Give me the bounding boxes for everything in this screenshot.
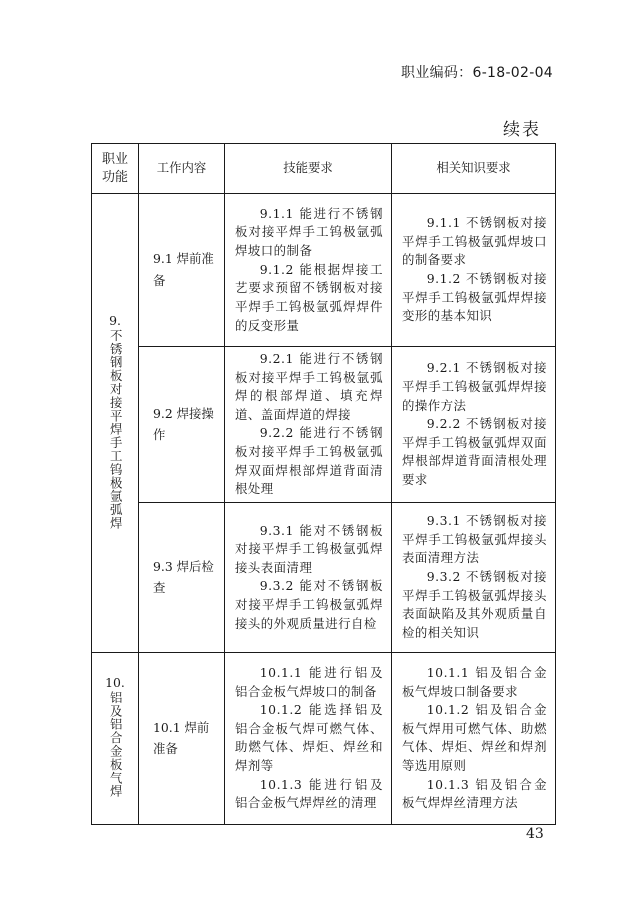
function-cell [92, 194, 139, 653]
knowledge-item: 9.2.2 不锈钢板对接平焊手工钨极氩弧焊双面焊根部焊道背面清根处理要求 [402, 416, 547, 487]
knowledge-cell [392, 194, 556, 347]
skills-cell [225, 502, 392, 652]
col-header-function: 职业 功能 [92, 144, 139, 194]
table-row [92, 347, 556, 503]
skill-item: 9.3.1 能对不锈钢板对接平焊手工钨极氩弧焊接头表面清理 [235, 522, 383, 575]
table-row [92, 194, 556, 347]
col-header-knowledge: 相关知识要求 [392, 144, 556, 194]
function-title: 不锈钢板对接平焊手工钨极氩弧焊 [108, 328, 124, 530]
work-content-cell: 9.2 焊接操作 [139, 347, 225, 503]
function-number: 10. [105, 675, 125, 691]
function-cell [92, 652, 139, 824]
occupation-code: 职业编码：6-18-02-04 [400, 65, 553, 81]
knowledge-cell [392, 502, 556, 652]
knowledge-item: 10.1.1 铝及铝合金板气焊坡口制备要求 [402, 664, 547, 699]
page-number: 43 [526, 826, 544, 842]
knowledge-item: 9.1.2 不锈钢板对接平焊手工钨极氩弧焊焊接变形的基本知识 [402, 271, 547, 324]
skills-cell [225, 194, 392, 347]
skills-cell [225, 652, 392, 824]
knowledge-item: 9.3.2 不锈钢板对接平焊手工钨极氩弧焊接头表面缺陷及其外观质量自检的相关知识 [402, 569, 547, 640]
col-header-skills: 技能要求 [225, 144, 392, 194]
function-number: 9. [109, 312, 121, 328]
skill-item: 9.1.2 能根据焊接工艺要求预留不锈钢板对接平焊手工钨极氩弧焊焊件的反变形量 [235, 261, 383, 333]
work-content-cell: 9.3 焊后检查 [139, 502, 225, 652]
knowledge-item: 9.1.1 不锈钢板对接平焊手工钨极氩弧焊坡口的制备要求 [402, 215, 547, 268]
skill-item: 10.1.1 能进行铝及铝合金板气焊坡口的制备 [235, 664, 383, 699]
skills-cell [225, 347, 392, 503]
function-title: 铝及铝合金板气焊 [108, 691, 124, 799]
continued-label: 续表 [503, 120, 541, 140]
knowledge-item: 9.3.1 不锈钢板对接平焊手工钨极氩弧焊接头表面清理方法 [402, 513, 547, 566]
skill-item: 9.2.1 能进行不锈钢板对接平焊手工钨极氩弧焊的根部焊道、填充焊道、盖面焊道的焊接 [235, 351, 383, 422]
skill-item: 10.1.2 能选择铝及铝合金板气焊可燃气体、助燃气体、焊炬、焊丝和焊剂等 [235, 702, 383, 773]
table-row [92, 502, 556, 652]
skill-item: 10.1.3 能进行铝及铝合金板气焊焊丝的清理 [235, 776, 383, 811]
knowledge-item: 10.1.2 铝及铝合金板气焊用可燃气体、助燃气体、焊炬、焊丝和焊剂等选用原则 [402, 702, 547, 773]
knowledge-cell [392, 652, 556, 824]
col-header-work: 工作内容 [139, 144, 225, 194]
knowledge-item: 9.2.1 不锈钢板对接平焊手工钨极氩弧焊焊接的操作方法 [402, 360, 547, 413]
table-row [92, 652, 556, 824]
knowledge-cell [392, 347, 556, 503]
header-row [92, 144, 556, 194]
work-content-cell: 9.1 焊前准备 [139, 194, 225, 347]
requirements-table [91, 143, 556, 825]
skill-item: 9.1.1 能进行不锈钢板对接平焊手工钨极氩弧焊坡口的制备 [235, 205, 383, 259]
knowledge-item: 10.1.3 铝及铝合金板气焊焊丝清理方法 [402, 776, 547, 811]
skill-item: 9.3.2 能对不锈钢板对接平焊手工钨极氩弧焊接头的外观质量进行自检 [235, 578, 383, 631]
work-content-cell: 10.1 焊前准备 [139, 652, 225, 824]
skill-item: 9.2.2 能进行不锈钢板对接平焊手工钨极氩弧焊双面焊根部焊道背面清根处理 [235, 425, 383, 497]
